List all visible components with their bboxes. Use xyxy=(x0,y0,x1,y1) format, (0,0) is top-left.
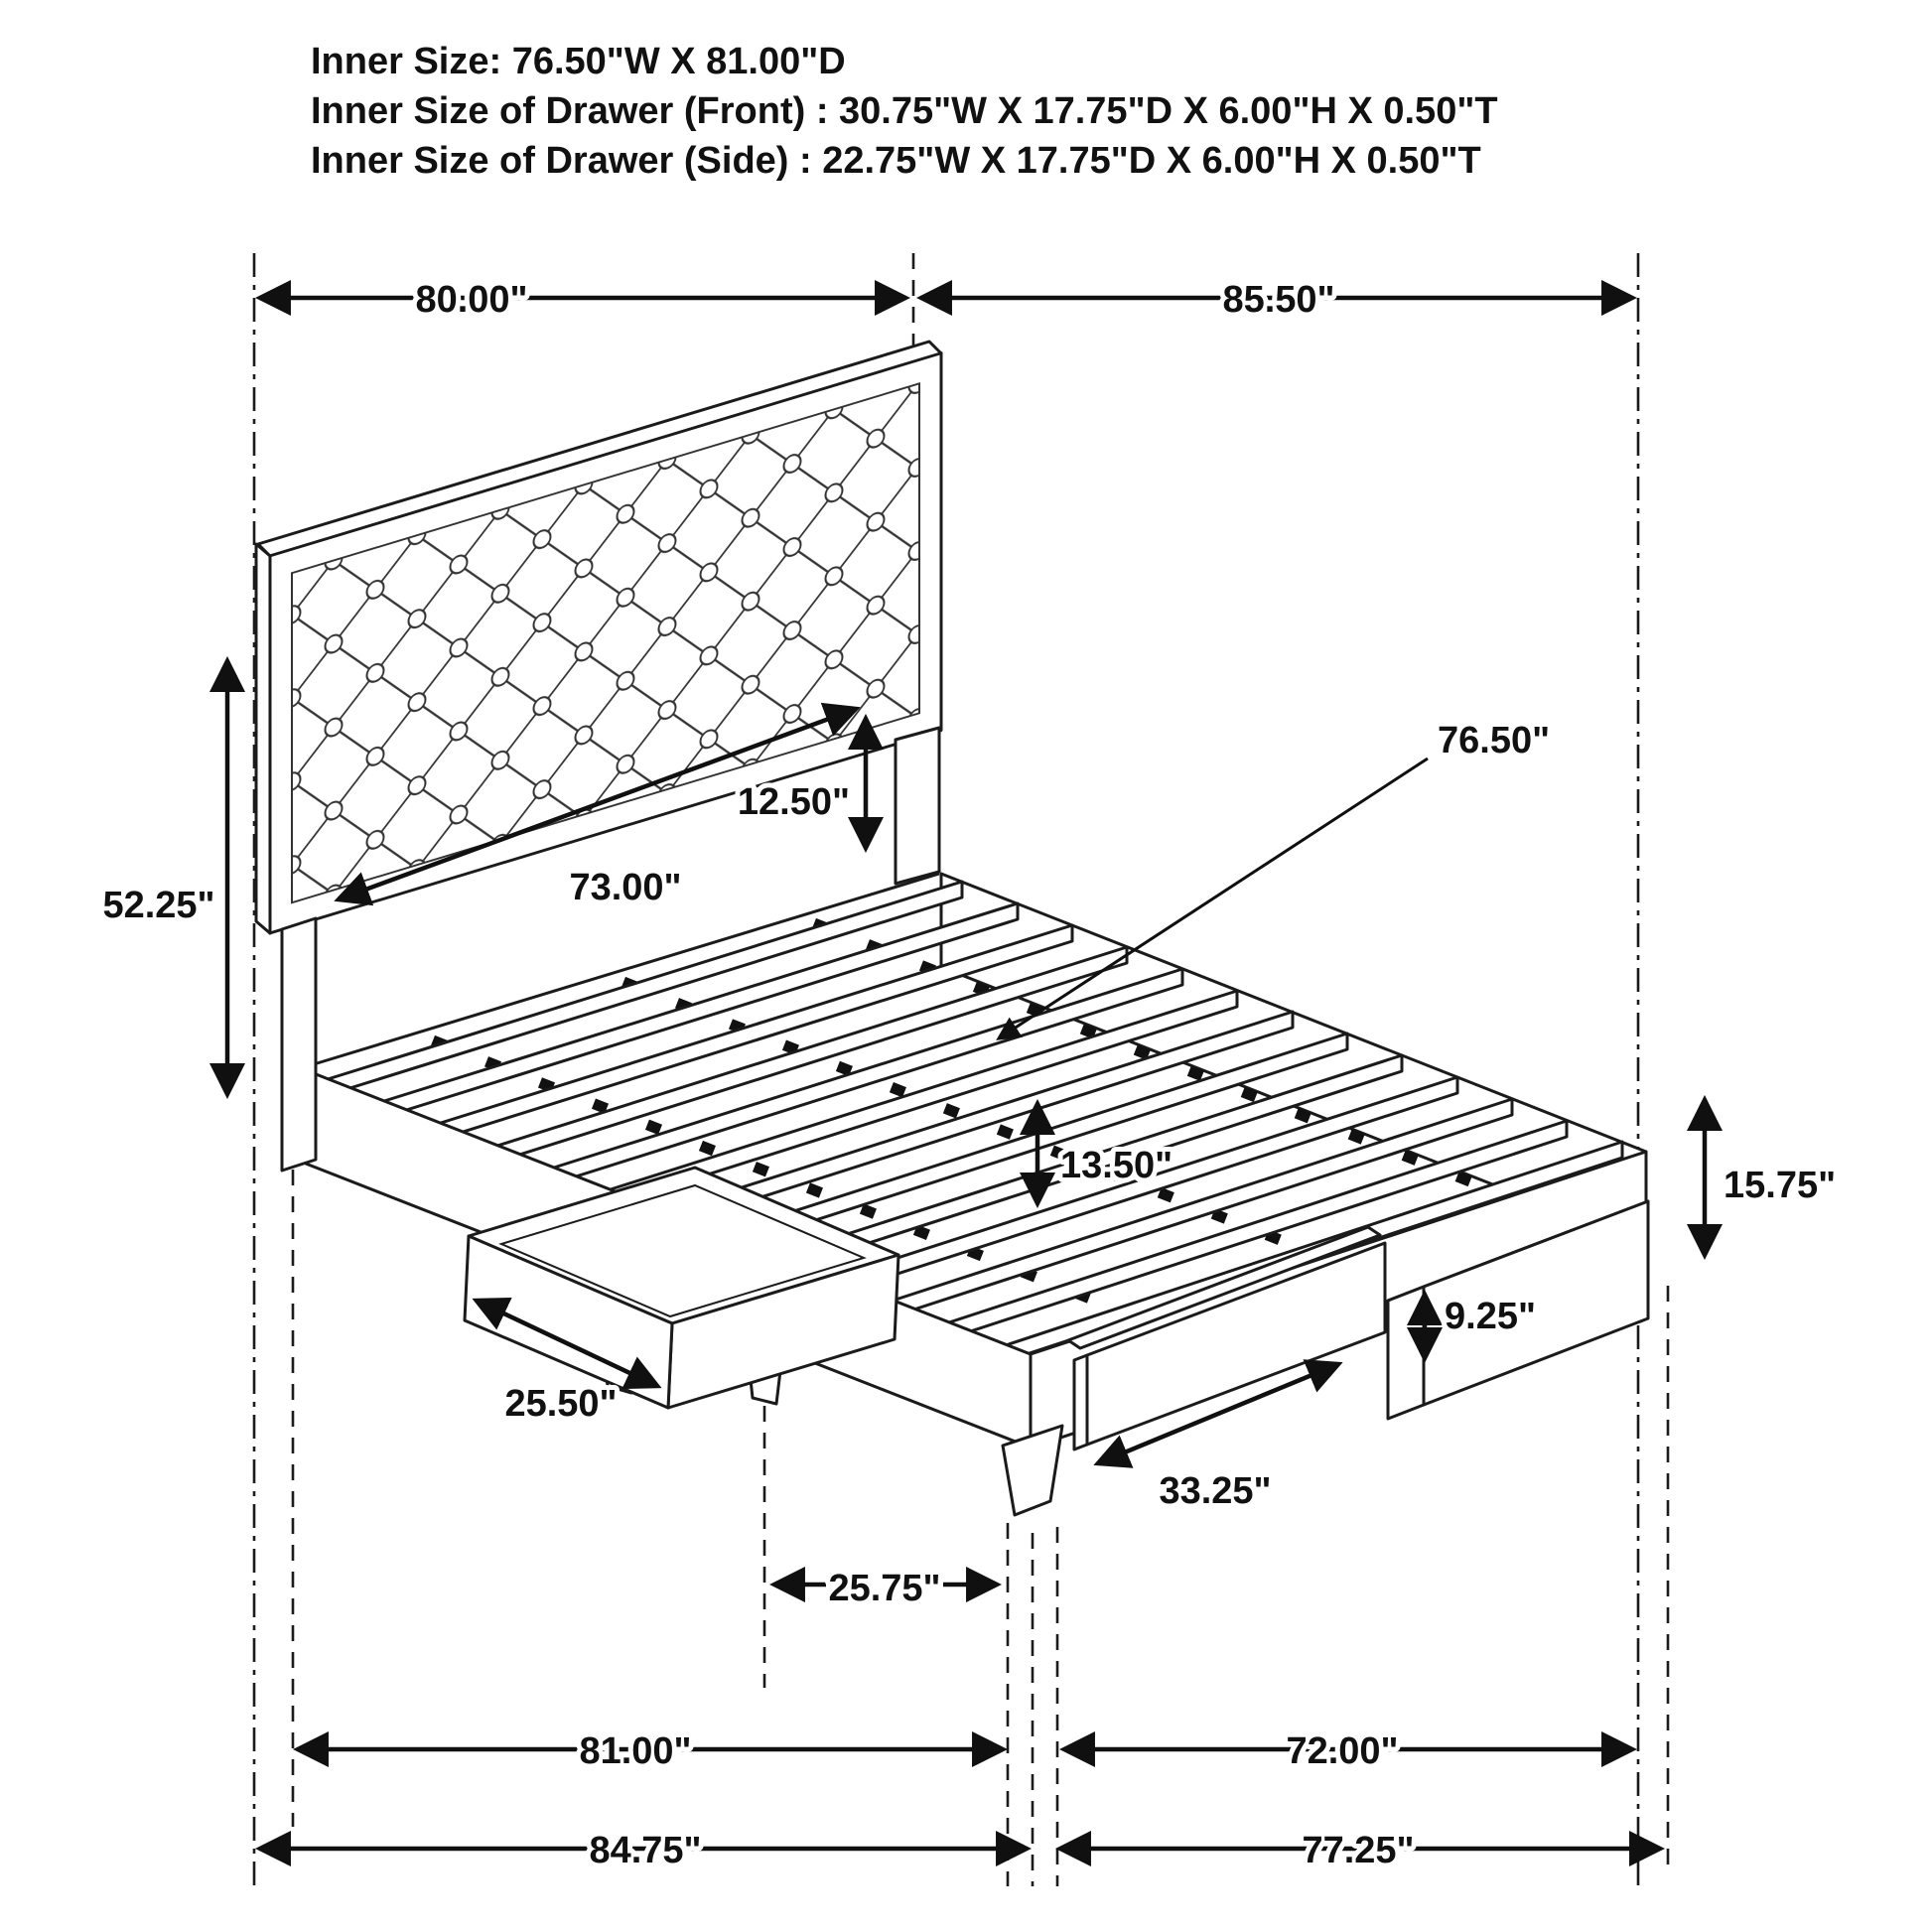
headboard xyxy=(256,342,941,933)
dim-label-drawer-front-height: 9.25" xyxy=(1445,1296,1536,1337)
headboard-right-post xyxy=(896,728,939,884)
dim-label-floor-right: 77.25" xyxy=(1302,1830,1415,1871)
right-drawer-end xyxy=(1388,1287,1424,1419)
spec-line-1: Inner Size: 76.50"W X 81.00"D xyxy=(311,41,846,82)
dim-label-front-drawer-width: 33.25" xyxy=(1159,1470,1272,1512)
dim-label-headboard-height: 52.25" xyxy=(102,885,215,926)
dim-label-leg-spacing: 25.75" xyxy=(828,1568,941,1609)
spec-line-2: Inner Size of Drawer (Front) : 30.75"W X 17.75"D X 6.00"H X 0.50"T xyxy=(311,90,1498,132)
front-drawer-edge xyxy=(1074,1355,1087,1449)
dim-label-floor-left: 84.75" xyxy=(589,1830,702,1871)
dim-label-headboard-width: 73.00" xyxy=(569,867,682,908)
dim-label-base-left: 81.00" xyxy=(579,1730,692,1772)
headboard-left-post xyxy=(282,918,316,1171)
dim-label-overall-width: 80.00" xyxy=(415,279,528,321)
spec-title-block xyxy=(311,41,1498,182)
dim-label-side-drawer-width: 25.50" xyxy=(504,1383,618,1425)
dim-label-frame-side-height: 15.75" xyxy=(1724,1165,1837,1206)
dim-label-base-right: 72.00" xyxy=(1286,1730,1399,1772)
headboard-left-edge xyxy=(256,544,270,933)
spec-line-3: Inner Size of Drawer (Side) : 22.75"W X 17.75"D X 6.00"H X 0.50"T xyxy=(311,140,1481,182)
dim-label-overall-depth: 85.50" xyxy=(1222,279,1335,321)
dim-label-slat-height: 13.50" xyxy=(1060,1145,1173,1186)
dim-label-slat-length: 76.50" xyxy=(1438,720,1551,761)
dim-label-panel-gap: 12.50" xyxy=(737,781,850,823)
